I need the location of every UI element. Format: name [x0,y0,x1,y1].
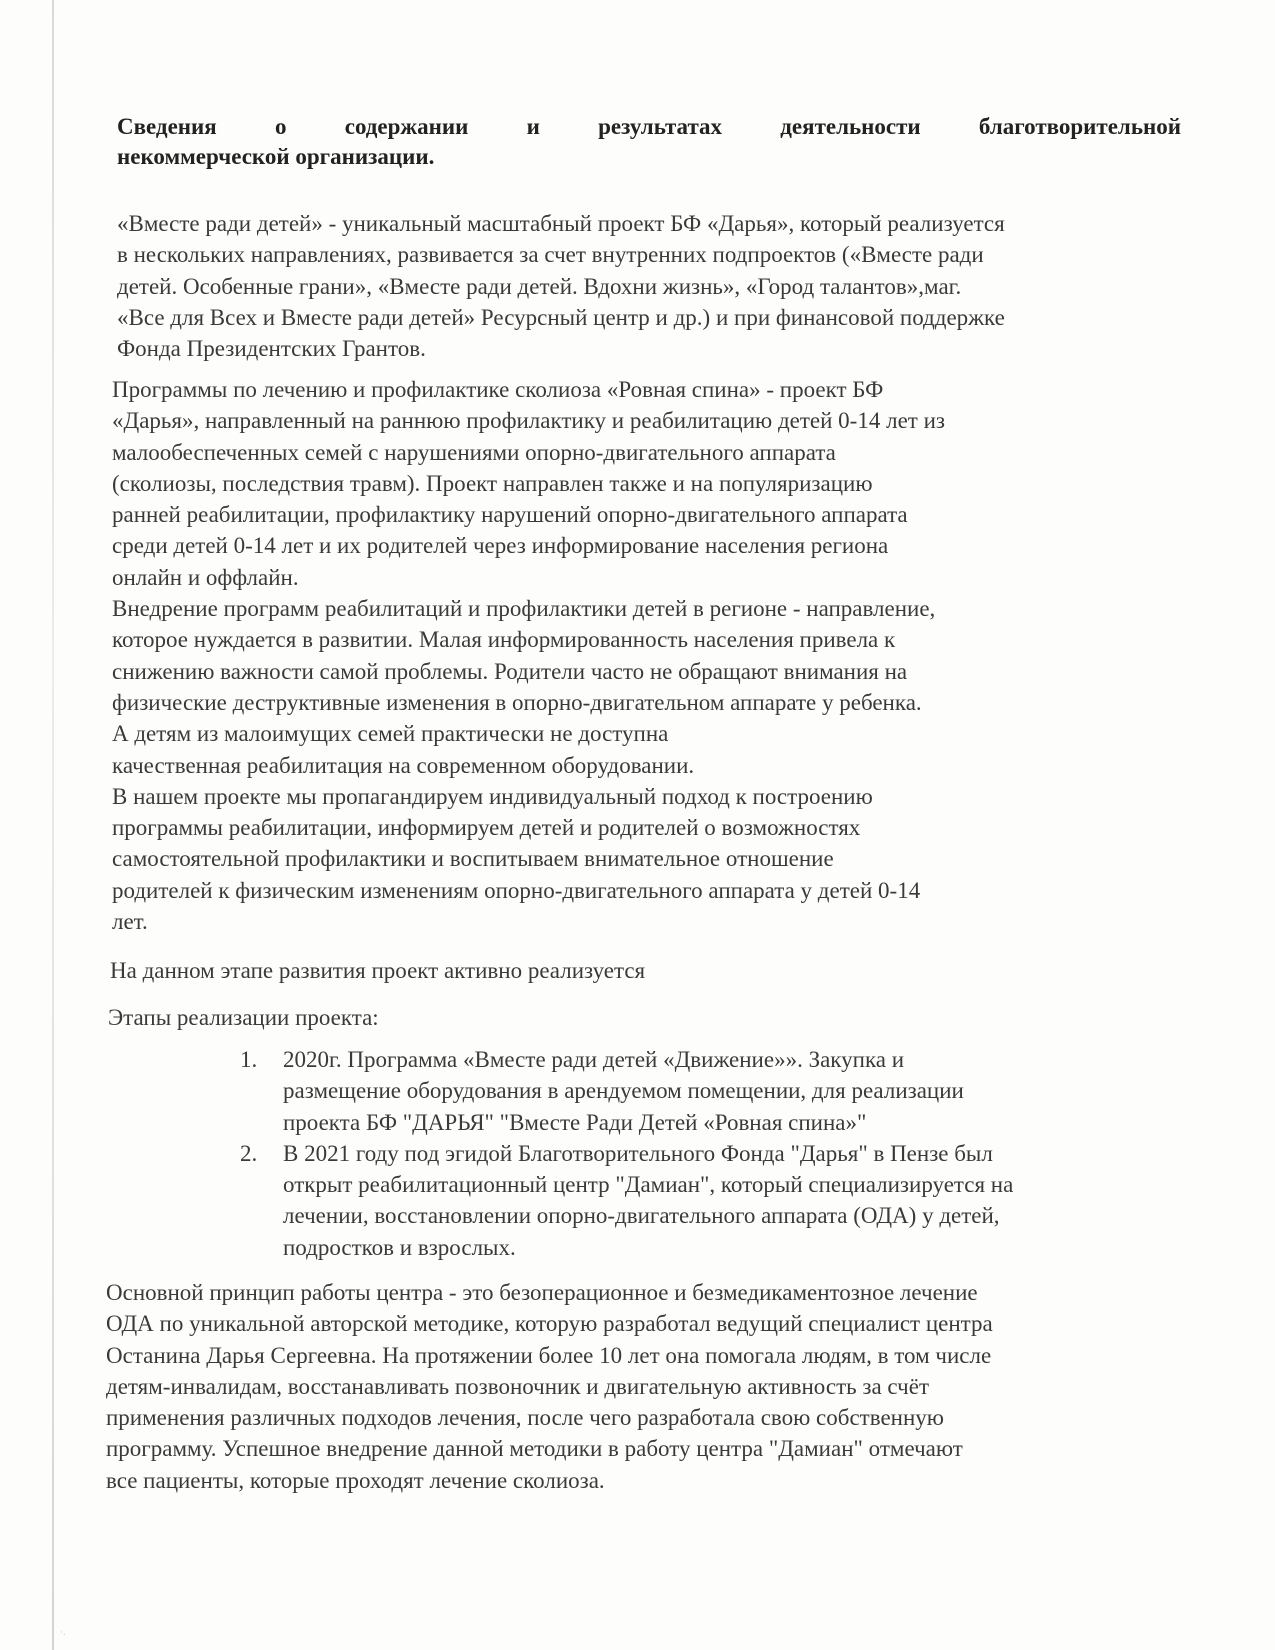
paragraph-center-principle [106,1277,993,1496]
step-number: 2. [240,1140,258,1166]
text-line: Программы по лечению и профилактике сколиоза «Ровная спина» - проект БФ [112,377,884,402]
text-line: (сколиозы, последствия травм). Проект направлен также и на популяризацию [112,470,873,496]
text-line: ОДА по уникальной авторской методике, которую разработал ведущий специалист центра [106,1311,993,1337]
text-line: применения различных подходов лечения, после чего разработала свою собственную [106,1405,944,1431]
text-line: физические деструктивные изменения в опорно-двигательном аппарате у ребенка. [112,689,922,715]
step-number: 1. [240,1047,258,1072]
step-text-line: подростков и взрослых. [283,1234,516,1260]
text-line: программы реабилитации, информируем детей и родителей о возможностях [112,815,861,841]
step-text-line: 2020г. Программа «Вместе ради детей «Движение»». Закупка и [283,1047,905,1072]
step-text-line: В 2021 году под эгидой Благотворительного Фонда "Дарья" в Пензе был [283,1140,993,1166]
text-line: детям-инвалидам, восстанавливать позвоночник и двигательную активность за счёт [106,1373,930,1399]
text-line: В нашем проекте мы пропагандируем индивидуальный подход к построению [112,783,873,809]
text-line: все пациенты, которые проходят лечение сколиоза. [106,1467,605,1493]
title-line-2: некоммерческой организации. [117,144,435,169]
steps-list [240,1044,1013,1263]
list-item [240,1044,1013,1138]
text-line: в нескольких направлениях, развивается за счет внутренних подпроектов («Вместе ради [117,242,984,268]
text-line: Останина Дарья Сергеевна. На протяжении более 10 лет она помогала людям, в том числе [106,1342,992,1368]
text-line: родителей к физическим изменениям опорно-двигательного аппарата у детей 0-14 [112,877,921,903]
paragraph-scoliosis-program [112,374,945,937]
paragraph-current-stage: На данном этапе развития проект активно реализуется [110,958,646,983]
text-line: онлайн и оффлайн. [112,564,299,590]
text-line: малообеспеченных семей с нарушениями опорно-двигательного аппарата [112,439,836,465]
text-line: «Вместе ради детей» - уникальный масштабный проект БФ «Дарья», который реализуется [117,211,1005,236]
title-line-1: Сведения о содержании и результатах деятельности благотворительной [117,114,1181,139]
text-line: среди детей 0-14 лет и их родителей через информирование населения региона [112,533,889,559]
scan-artifact: ·. [60,1628,66,1638]
text-line: Основной принцип работы центра - это безоперационное и безмедикаментозное лечение [106,1280,978,1305]
steps-heading: Этапы реализации проекта: [108,1005,379,1030]
step-text-line: лечении, восстановлении опорно-двигательного аппарата (ОДА) у детей, [283,1203,1000,1229]
list-item [240,1138,1013,1263]
document-title [117,112,1181,172]
page-edge-shadow [52,0,54,1650]
text-line: А детям из малоимущих семей практически не доступна [112,721,669,747]
text-line: «Все для Всех и Вместе ради детей» Ресурсный центр и др.) и при финансовой поддержке [117,304,1005,330]
text-line: детей. Особенные грани», «Вместе ради детей. Вдохни жизнь», «Город талантов»,маг. [117,273,962,299]
paragraph-intro [117,208,1005,364]
text-line: программу. Успешное внедрение данной методики в работу центра "Дамиан" отмечают [106,1436,963,1462]
text-line: Фонда Президентских Грантов. [117,336,426,362]
text-line: самостоятельной профилактики и воспитываем внимательное отношение [112,846,834,872]
step-text-line: проекта БФ "ДАРЬЯ" "Вместе Ради Детей «Ровная спина»" [283,1109,867,1135]
step-text-line: открыт реабилитационный центр "Дамиан", который специализируется на [283,1172,1014,1198]
text-line: Внедрение программ реабилитаций и профилактики детей в регионе - направление, [112,596,936,622]
step-text-line: размещение оборудования в арендуемом помещении, для реализации [283,1078,964,1104]
text-line: ранней реабилитации, профилактику нарушений опорно-двигательного аппарата [112,502,908,528]
text-line: снижению важности самой проблемы. Родители часто не обращают внимания на [112,658,908,684]
text-line: лет. [112,909,148,935]
text-line: качественная реабилитация на современном оборудовании. [112,752,695,778]
text-line: которое нуждается в развитии. Малая информированность населения привела к [112,627,896,653]
text-line: «Дарья», направленный на раннюю профилактику и реабилитацию детей 0-14 лет из [112,408,945,434]
